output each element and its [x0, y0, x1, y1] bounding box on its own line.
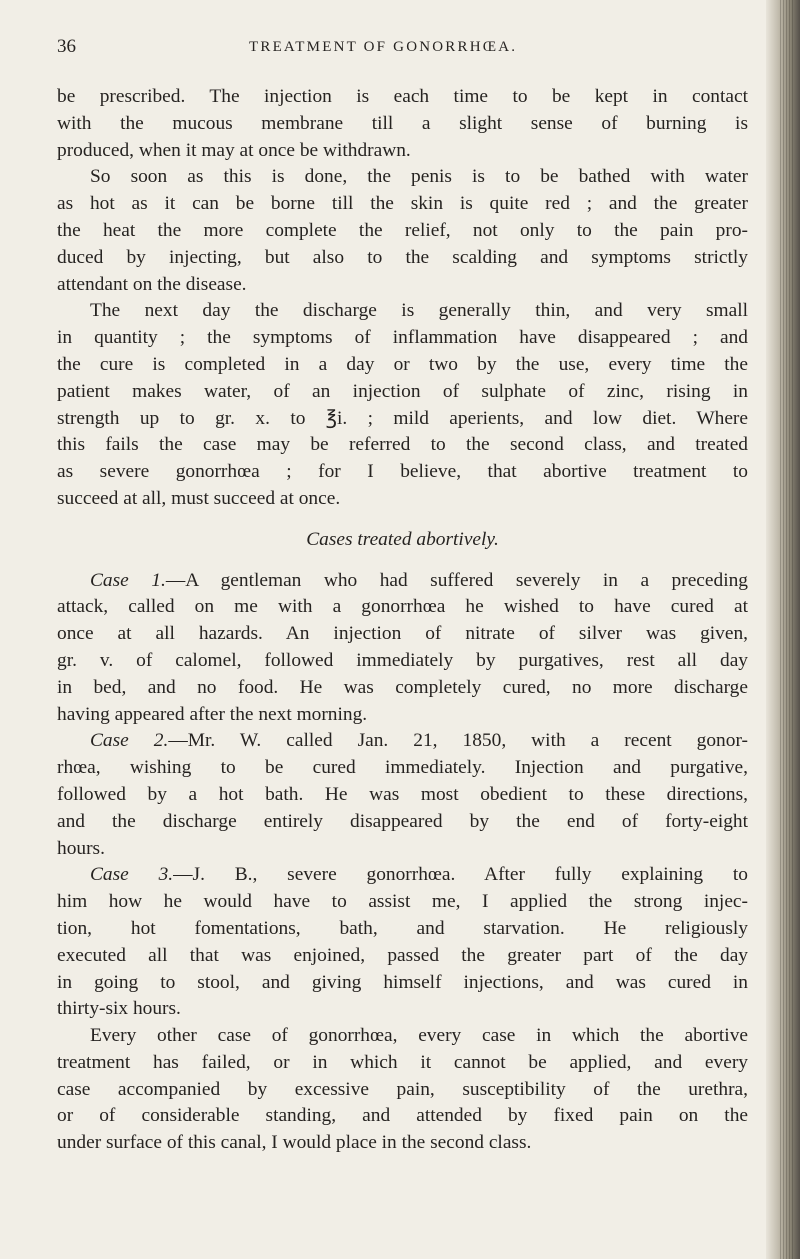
case-1 [57, 568, 748, 729]
text-line: hours. [57, 837, 105, 859]
text-line: be prescribed. The injection is each time to be kept in contact [57, 86, 748, 107]
case-first-line: —Mr. W. called Jan. 21, 1850, with a recent gonor- [168, 730, 748, 752]
text-line [57, 568, 748, 595]
text-line: produced, when it may at once be withdrawn. [57, 139, 411, 161]
text-line: having appeared after the next morning. [57, 703, 368, 725]
paragraph-continuation [57, 84, 748, 164]
paragraph-next-day [57, 298, 748, 512]
text-line: strength up to gr. x. to ℥i. ; mild aperients, and low diet. Where [57, 407, 748, 429]
text-line: rhœa, wishing to be cured immediately. Injection and purgative, [57, 757, 748, 779]
text-line: tion, hot fomentations, bath, and starvation. He religiously [57, 917, 748, 939]
text-line: him how he would have to assist me, I applied the strong injec- [57, 891, 748, 913]
text-line: attendant on the disease. [57, 273, 247, 295]
text-line: followed by a hot bath. He was most obedient to these directions, [57, 783, 748, 805]
text-line: in bed, and no food. He was completely cured, no more discharge [57, 676, 748, 698]
case-label: Case 3. [90, 864, 174, 886]
page-body [57, 84, 748, 1157]
text-line: in quantity ; the symptoms of inflammation have disappeared ; and [57, 327, 748, 349]
case-3 [57, 862, 748, 1023]
text-line: as severe gonorrhœa ; for I believe, that abortive treatment to [57, 461, 748, 483]
text-line: executed all that was enjoined, passed the greater part of the day [57, 944, 748, 966]
text-line: thirty-six hours. [57, 998, 181, 1020]
case-first-line: —J. B., severe gonorrhœa. After fully explaining to [173, 864, 748, 886]
case-label: Case 1. [90, 569, 166, 591]
case-first-line: —A gentleman who had suffered severely in a preceding [165, 569, 748, 591]
running-head: TREATMENT OF GONORRHŒA. [249, 39, 518, 55]
case-label: Case 2. [90, 730, 169, 752]
text-line: treatment has failed, or in which it cannot be applied, and every [57, 1051, 748, 1073]
page-number: 36 [57, 36, 76, 57]
text-line: succeed at all, must succeed at once. [57, 487, 341, 509]
text-line: duced by injecting, but also to the scalding and symptoms strictly [57, 246, 748, 268]
text-line: with the mucous membrane till a slight sense of burning is [57, 112, 748, 134]
text-line: The next day the discharge is generally thin, and very small [90, 300, 748, 322]
text-line [57, 728, 748, 755]
page-edge-lines [780, 0, 794, 1259]
section-heading: Cases treated abortively. [306, 528, 499, 550]
text-line: in going to stool, and giving himself injections, and was cured in [57, 971, 748, 993]
case-2 [57, 728, 748, 862]
text-line: patient makes water, of an injection of sulphate of zinc, rising in [57, 380, 748, 402]
text-line: attack, called on me with a gonorrhœa he wished to have cured at [57, 596, 748, 618]
text-line: this fails the case may be referred to the second class, and treated [57, 434, 748, 456]
text-line: the cure is completed in a day or two by the use, every time the [57, 353, 748, 375]
text-line: gr. v. of calomel, followed immediately by purgatives, rest all day [57, 649, 748, 671]
text-line: the heat the more complete the relief, not only to the pain pro- [57, 219, 748, 241]
text-line: Every other case of gonorrhœa, every case in which the abortive [90, 1025, 748, 1047]
text-line [57, 862, 748, 889]
page-header [57, 36, 747, 62]
text-line: So soon as this is done, the penis is to be bathed with water [90, 166, 748, 188]
text-line: as hot as it can be borne till the skin is quite red ; and the greater [57, 193, 748, 215]
text-line: under surface of this canal, I would place in the second class. [57, 1132, 532, 1154]
text-line: or of considerable standing, and attended by fixed pain on the [57, 1105, 748, 1127]
text-line: and the discharge entirely disappeared by the end of forty-eight [57, 810, 748, 832]
text-line: once at all hazards. An injection of nitrate of silver was given, [57, 623, 748, 645]
paragraph-second-class [57, 1023, 748, 1157]
text-line: case accompanied by excessive pain, susceptibility of the urethra, [57, 1078, 748, 1100]
paragraph-bathing [57, 164, 748, 298]
